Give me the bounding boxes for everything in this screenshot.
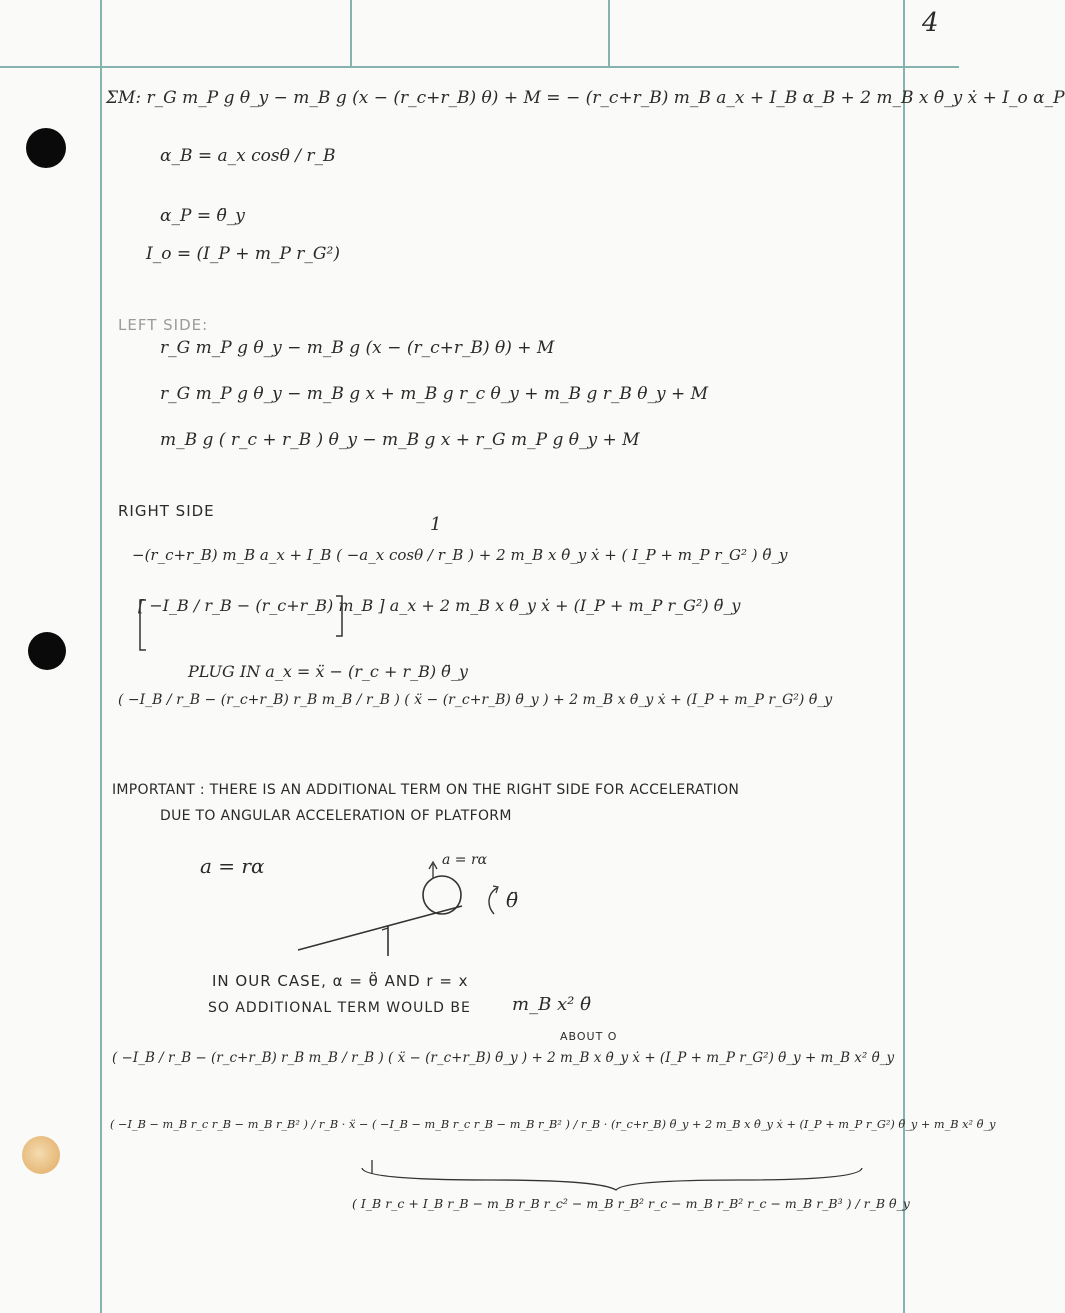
important-note-cont: DUE TO ANGULAR ACCELERATION OF PLATFORM bbox=[160, 808, 512, 824]
alpha-b-equation: α_B = a_x cosθ / r_B bbox=[160, 146, 336, 166]
plug-in-note: PLUG IN a_x = ẍ − (r_c + r_B) θ̈_y bbox=[188, 662, 468, 681]
right-side-line-3: ( −I_B / r_B − (r_c+r_B) r_B m_B / r_B ) ( ẍ − (r_c+r_B) θ̈_y ) + 2 m_B x θ̇_y ẋ + (I_P + m_P r_G²) θ̈_y bbox=[118, 692, 833, 708]
left-side-heading: LEFT SIDE: bbox=[118, 316, 209, 334]
left-side-line-2: r_G m_P g θ_y − m_B g x + m_B g r_c θ_y + m_B g r_B θ_y + M bbox=[160, 384, 709, 404]
our-case-line: IN OUR CASE, α = θ̈ AND r = x bbox=[212, 972, 469, 990]
moment-equation: ΣM: r_G m_P g θ_y − m_B g (x − (r_c+r_B) θ) + M = − (r_c+r_B) m_B a_x + I_B α_B + 2 m_B x θ̇_y ẋ + I_o α_P bbox=[106, 88, 1065, 108]
right-side-heading: RIGHT SIDE bbox=[118, 502, 215, 520]
cos-substitution-note: 1 bbox=[430, 514, 442, 535]
final-line-1: ( −I_B / r_B − (r_c+r_B) r_B m_B / r_B ) ( ẍ − (r_c+r_B) θ̈_y ) + 2 m_B x θ̇_y ẋ + (I_P + m_P r_G²) θ̈_y + m_B x² θ̈_y bbox=[112, 1050, 895, 1066]
additional-term: m_B x² θ̈ bbox=[512, 994, 591, 1015]
page-number: 4 bbox=[922, 8, 939, 38]
alpha-p-equation: α_P = θ̈_y bbox=[160, 206, 245, 226]
sketch-accel-label: a = rα bbox=[442, 852, 488, 868]
about-o-note: ABOUT O bbox=[560, 1030, 618, 1043]
final-line-2: ( −I_B − m_B r_c r_B − m_B r_B² ) / r_B · ẍ − ( −I_B − m_B r_c r_B − m_B r_B² ) / r_B · (r_c+r_B) θ̈_y + 2 m_B x θ̇_y ẋ + (I_P + m_P r_G²) θ̈_y + m_B x² θ̈_y bbox=[110, 1118, 996, 1131]
important-note: IMPORTANT : THERE IS AN ADDITIONAL TERM ON THE RIGHT SIDE FOR ACCELERATION bbox=[112, 782, 740, 798]
inertia-equation: I_o = (I_P + m_P r_G²) bbox=[146, 244, 340, 264]
final-line-3: ( I_B r_c + I_B r_B − m_B r_B r_c² − m_B r_B² r_c − m_B r_B² r_c − m_B r_B³ ) / r_B θ̈_y bbox=[352, 1196, 910, 1211]
additional-term-line: SO ADDITIONAL TERM WOULD BE bbox=[208, 1000, 471, 1016]
right-side-line-2: [ −I_B / r_B − (r_c+r_B) m_B ] a_x + 2 m_B x θ̇_y ẋ + (I_P + m_P r_G²) θ̈_y bbox=[138, 596, 741, 615]
left-side-line-3: m_B g ( r_c + r_B ) θ_y − m_B g x + r_G m_P g θ_y + M bbox=[160, 430, 640, 450]
sketch-theta-label: θ̈ bbox=[506, 888, 519, 912]
tangential-accel-formula: a = rα bbox=[200, 854, 265, 878]
left-side-line-1: r_G m_P g θ_y − m_B g (x − (r_c+r_B) θ) + M bbox=[160, 338, 555, 358]
right-side-line-1: −(r_c+r_B) m_B a_x + I_B ( −a_x cosθ / r_B ) + 2 m_B x θ̇_y ẋ + ( I_P + m_P r_G² ) θ̈_y bbox=[132, 546, 788, 564]
